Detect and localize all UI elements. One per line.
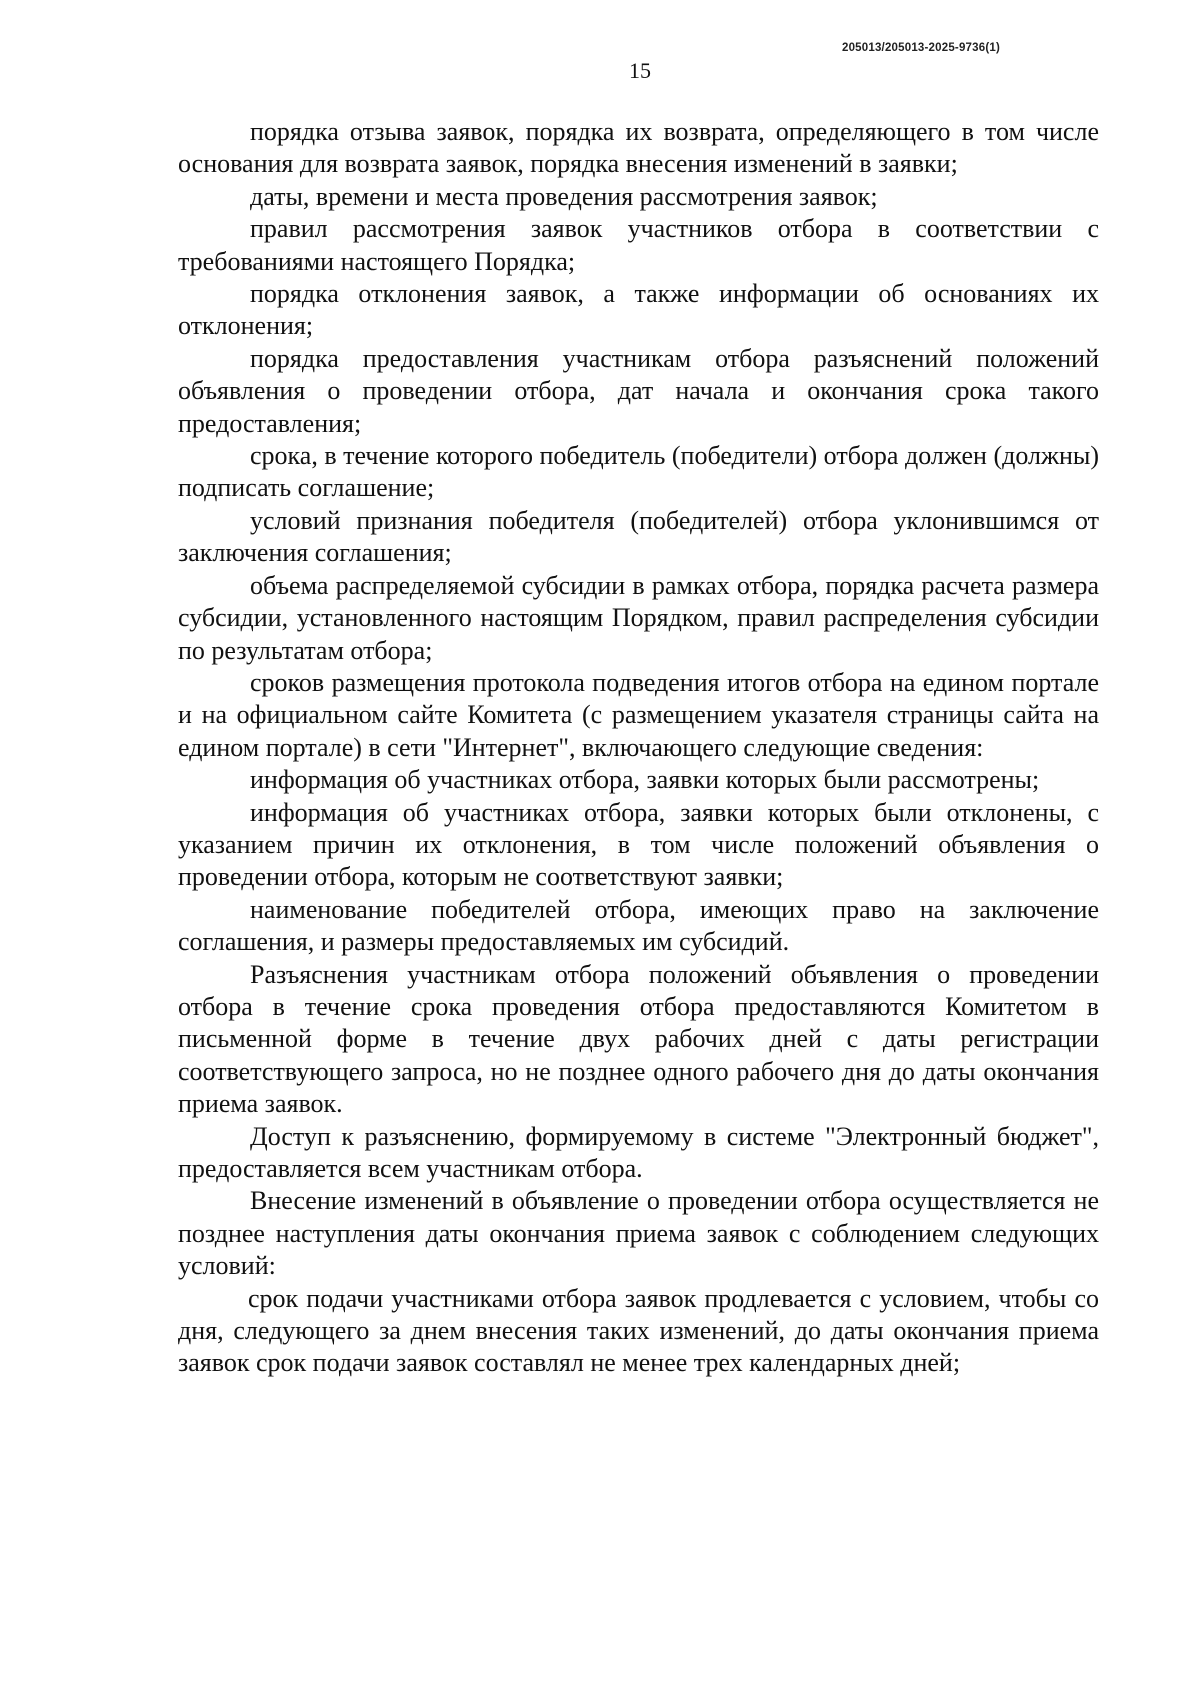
- paragraph: порядка отзыва заявок, порядка их возврата, определяющего в том числе основания для возврата заявок, порядка внесения изменений в заявки;: [178, 117, 1099, 179]
- paragraph: порядка отклонения заявок, а также информации об основаниях их отклонения;: [178, 279, 1099, 341]
- paragraph: срок подачи участниками отбора заявок продлевается с условием, чтобы со дня, следующего за днем внесения таких изменений, до даты окончания приема заявок срок подачи заявок составлял не менее трех календарных дней;: [178, 1283, 1099, 1378]
- paragraph: Разъяснения участникам отбора положений объявления о проведении отбора в течение срока проведения отбора предоставляются Комитетом в письменной форме в течение двух рабочих дней с даты регистрации соответствующего запроса, но не позднее одного рабочего дня до даты окончания приема заявок.: [178, 959, 1099, 1119]
- paragraph: информация об участниках отбора, заявки которых были рассмотрены;: [250, 765, 1040, 795]
- paragraph: Внесение изменений в объявление о проведении отбора осуществляется не позднее наступления даты окончания приема заявок с соблюдением следующих условий:: [178, 1186, 1099, 1281]
- paragraph: сроков размещения протокола подведения итогов отбора на едином портале и на официальном сайте Комитета (с размещением указателя страницы сайта на едином портале) в сети "Интернет", включающего следующие сведения:: [178, 667, 1099, 762]
- paragraph: объема распределяемой субсидии в рамках отбора, порядка расчета размера субсидии, установленного настоящим Порядком, правил распределения субсидии по результатам отбора;: [178, 570, 1099, 665]
- paragraph: порядка предоставления участникам отбора разъяснений положений объявления о проведении отбора, дат начала и окончания срока такого предоставления;: [178, 343, 1099, 438]
- paragraph: даты, времени и места проведения рассмотрения заявок;: [250, 181, 878, 211]
- paragraph: правил рассмотрения заявок участников отбора в соответствии с требованиями настоящего Порядка;: [178, 214, 1099, 276]
- page-number: 15: [629, 58, 651, 83]
- paragraph: информация об участниках отбора, заявки которых были отклонены, с указанием причин их отклонения, в том числе положений объявления о проведении отбора, которым не соответствуют заявки;: [178, 797, 1099, 892]
- document-body: [178, 116, 1099, 1380]
- document-id: 205013/205013-2025-9736(1): [841, 42, 1000, 54]
- paragraph: Доступ к разъяснению, формируемому в системе "Электронный бюджет", предоставляется всем участникам отбора.: [178, 1121, 1099, 1183]
- paragraph: наименование победителей отбора, имеющих право на заключение соглашения, и размеры предоставляемых им субсидий.: [178, 894, 1099, 957]
- paragraph: условий признания победителя (победителей) отбора уклонившимся от заключения соглашения;: [178, 505, 1099, 568]
- paragraph: срока, в течение которого победитель (победители) отбора должен (должны) подписать соглашение;: [178, 441, 1099, 503]
